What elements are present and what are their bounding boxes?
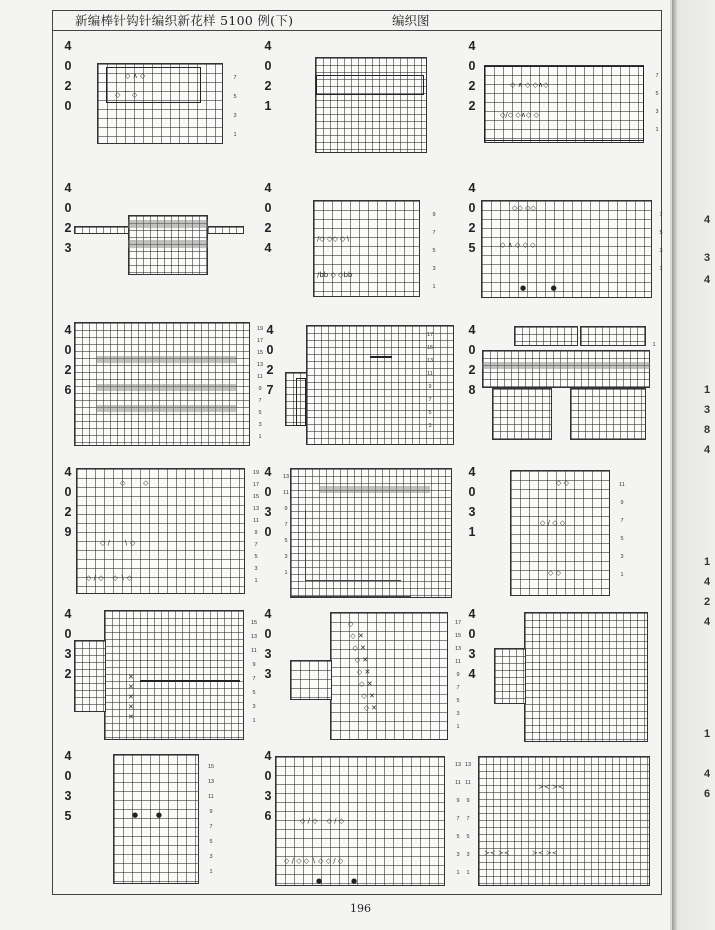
pattern-code-4028: 4 0 2 8 bbox=[468, 323, 476, 397]
pattern-code-4031: 4 0 3 1 bbox=[468, 465, 476, 539]
pattern-code-4033: 4 0 3 3 bbox=[264, 607, 272, 681]
chart-symbol: ◇ ∕ ◇ ◇ ∕ ◇ bbox=[300, 817, 345, 825]
row-numbers-4036: 13 11 9 7 5 3 1 bbox=[454, 762, 462, 876]
row-numbers-4031: 11 9 7 5 3 1 bbox=[619, 482, 625, 578]
row-numbers-4035: 15 13 11 9 7 5 3 1 bbox=[207, 764, 215, 875]
row-numbers-4026: 19 17 15 13 11 9 7 5 3 1 bbox=[256, 326, 264, 440]
book-title: 新编棒针钩针编织新花样 5100 例(下) bbox=[75, 13, 294, 28]
chart-symbol: ● ● bbox=[132, 811, 163, 819]
adjacent-digit: 2 bbox=[704, 596, 711, 608]
chart-symbol: ≻≺ ≻≺ bbox=[538, 783, 564, 791]
chart-4028 bbox=[482, 350, 650, 388]
row-numbers-4024: 9 7 5 3 1 bbox=[432, 212, 436, 290]
pattern-code-4025: 4 0 2 5 bbox=[468, 181, 476, 255]
row-numbers-4030: 13 11 9 7 5 3 1 bbox=[282, 474, 290, 576]
chart-4031 bbox=[510, 470, 610, 596]
chart-symbol: ◇ ◇ bbox=[548, 569, 561, 577]
chart-4034 bbox=[524, 612, 648, 742]
adjacent-digit: 4 bbox=[704, 444, 711, 456]
chart-symbol: ◇∕◇ ◇∧◇ ◇ bbox=[500, 111, 539, 119]
adjacent-digit: 1 bbox=[704, 384, 711, 396]
chart-symbol: ◇ ⌒ ◇ bbox=[115, 91, 138, 99]
adjacent-digit: 4 bbox=[704, 274, 711, 286]
adjacent-digit: 4 bbox=[704, 768, 711, 780]
chart-symbol: ◇ ∕ ◇ ◇ ∖ ◇ ◇ ∕ ◇ bbox=[284, 857, 344, 865]
pattern-code-4026: 4 0 2 6 bbox=[64, 323, 72, 397]
repeat-outline bbox=[484, 66, 644, 141]
pattern-code-4034: 4 0 3 4 bbox=[468, 607, 476, 681]
chart-4025 bbox=[481, 200, 652, 298]
adjacent-digit: 3 bbox=[704, 252, 711, 264]
adjacent-digit: 1 bbox=[704, 556, 711, 568]
chart-shading bbox=[96, 384, 236, 391]
pattern-code-4029: 4 0 2 9 bbox=[64, 465, 72, 539]
chart-symbol: ◇ ◇ ✕ ◇ ✕ ◇ ✕ ◇ ✕ ◇ ✕ ◇ ✕ ◇ ✕ bbox=[348, 620, 378, 712]
adjacent-digit: 4 bbox=[704, 214, 711, 226]
chart-4021 bbox=[315, 57, 427, 153]
chart-shading bbox=[96, 405, 236, 412]
pattern-code-4030: 4 0 3 0 bbox=[264, 465, 272, 539]
chart-4035 bbox=[113, 754, 199, 884]
chart-4034-edge bbox=[494, 648, 526, 704]
row-numbers-4020: 7 5 3 1 bbox=[233, 75, 237, 138]
row-numbers-4022: 7 5 3 1 bbox=[655, 73, 659, 133]
chart-shading bbox=[320, 486, 430, 493]
pattern-code-4024: 4 0 2 4 bbox=[264, 181, 272, 255]
chart-shading bbox=[128, 240, 208, 248]
page-number: 196 bbox=[350, 902, 371, 915]
chart-symbol: ◇◇ ◇◇ bbox=[512, 204, 536, 212]
repeat-outline bbox=[316, 75, 424, 95]
chart-shading bbox=[128, 220, 208, 228]
pattern-code-4027: 4 0 2 7 bbox=[266, 323, 274, 397]
row-numbers-4037: 13 11 9 7 5 3 1 bbox=[464, 762, 472, 876]
pattern-code-4035: 4 0 3 5 bbox=[64, 749, 72, 823]
chart-4033-edge bbox=[290, 660, 332, 700]
row-numbers-4027: 17 15 13 11 9 7 5 3 bbox=[426, 332, 434, 429]
chart-symbol: ● ● bbox=[316, 877, 358, 885]
adjacent-digit: 6 bbox=[704, 788, 711, 800]
pattern-code-4036: 4 0 3 6 bbox=[264, 749, 272, 823]
chart-shading bbox=[96, 356, 236, 363]
section-title: 编织图 bbox=[392, 13, 430, 28]
row-numbers-4029: 19 17 15 13 11 9 7 5 3 1 bbox=[252, 470, 260, 584]
pattern-code-4022: 4 0 2 2 bbox=[468, 39, 476, 113]
pattern-code-4023: 4 0 2 3 bbox=[64, 181, 72, 255]
row-numbers-4033: 17 15 13 11 9 7 5 3 1 bbox=[454, 620, 462, 730]
chart-4037 bbox=[478, 756, 650, 886]
row-numbers-4025: 7 5 3 1 bbox=[659, 212, 663, 272]
header-rule bbox=[52, 30, 662, 31]
chart-symbol: ∕◇ ◇◇ ◇∖ bbox=[317, 235, 350, 243]
chart-symbol: ◇ ∧ ◇ ◇∧◇ bbox=[510, 81, 549, 89]
chart-symbol: ◇ ∕ ◇ ◇ bbox=[540, 519, 566, 527]
chart-bar bbox=[140, 680, 240, 682]
chart-symbol: ◇ ∕ ∖ ◇ bbox=[100, 539, 136, 547]
chart-4028-left bbox=[492, 388, 552, 440]
chart-shading bbox=[482, 362, 650, 369]
chart-symbol: ◇ ◇ bbox=[556, 479, 569, 487]
adjacent-digit: 1 bbox=[704, 728, 711, 740]
chart-symbol: ≻≺ ≻≺ ≻≺ ≻≺ bbox=[484, 849, 558, 857]
chart-4024 bbox=[313, 200, 420, 297]
repeat-outline bbox=[296, 378, 306, 426]
row-numbers-4032: 15 13 11 9 7 5 3 1 bbox=[250, 620, 258, 724]
chart-symbol: ◇ ∧ ◇ bbox=[125, 72, 146, 80]
chart-4028-right bbox=[570, 388, 646, 440]
chart-symbol: ◇ ◇ bbox=[120, 479, 149, 487]
chart-symbol: ◇ ∧ ◇ ◇ ◇ bbox=[500, 241, 536, 249]
chart-guide-lines bbox=[305, 510, 401, 581]
adjacent-digit: 8 bbox=[704, 424, 711, 436]
adjacent-digit: 4 bbox=[704, 576, 711, 588]
chart-4028-top-right bbox=[580, 326, 646, 346]
chart-symbol: ∕bb ◇ ◇bb bbox=[317, 271, 353, 279]
adjacent-digit: 4 bbox=[704, 616, 711, 628]
pattern-code-4021: 4 0 2 1 bbox=[264, 39, 272, 113]
pattern-code-4032: 4 0 3 2 bbox=[64, 607, 72, 681]
adjacent-digit: 3 bbox=[704, 404, 711, 416]
pattern-code-4020: 4 0 2 0 bbox=[64, 39, 72, 113]
chart-4028-top-left bbox=[514, 326, 578, 346]
chart-bar bbox=[370, 356, 392, 358]
row-numbers-4028: 1 bbox=[652, 342, 656, 348]
chart-symbol: ◇ ∕ ◇ ◇ ∖ ◇ bbox=[86, 574, 133, 582]
chart-symbol: ✕ ✕ ✕ ✕ ✕ bbox=[128, 673, 134, 721]
chart-symbol: ● ● bbox=[520, 284, 557, 292]
chart-4032-edge bbox=[74, 640, 106, 712]
chart-4032 bbox=[104, 610, 244, 740]
